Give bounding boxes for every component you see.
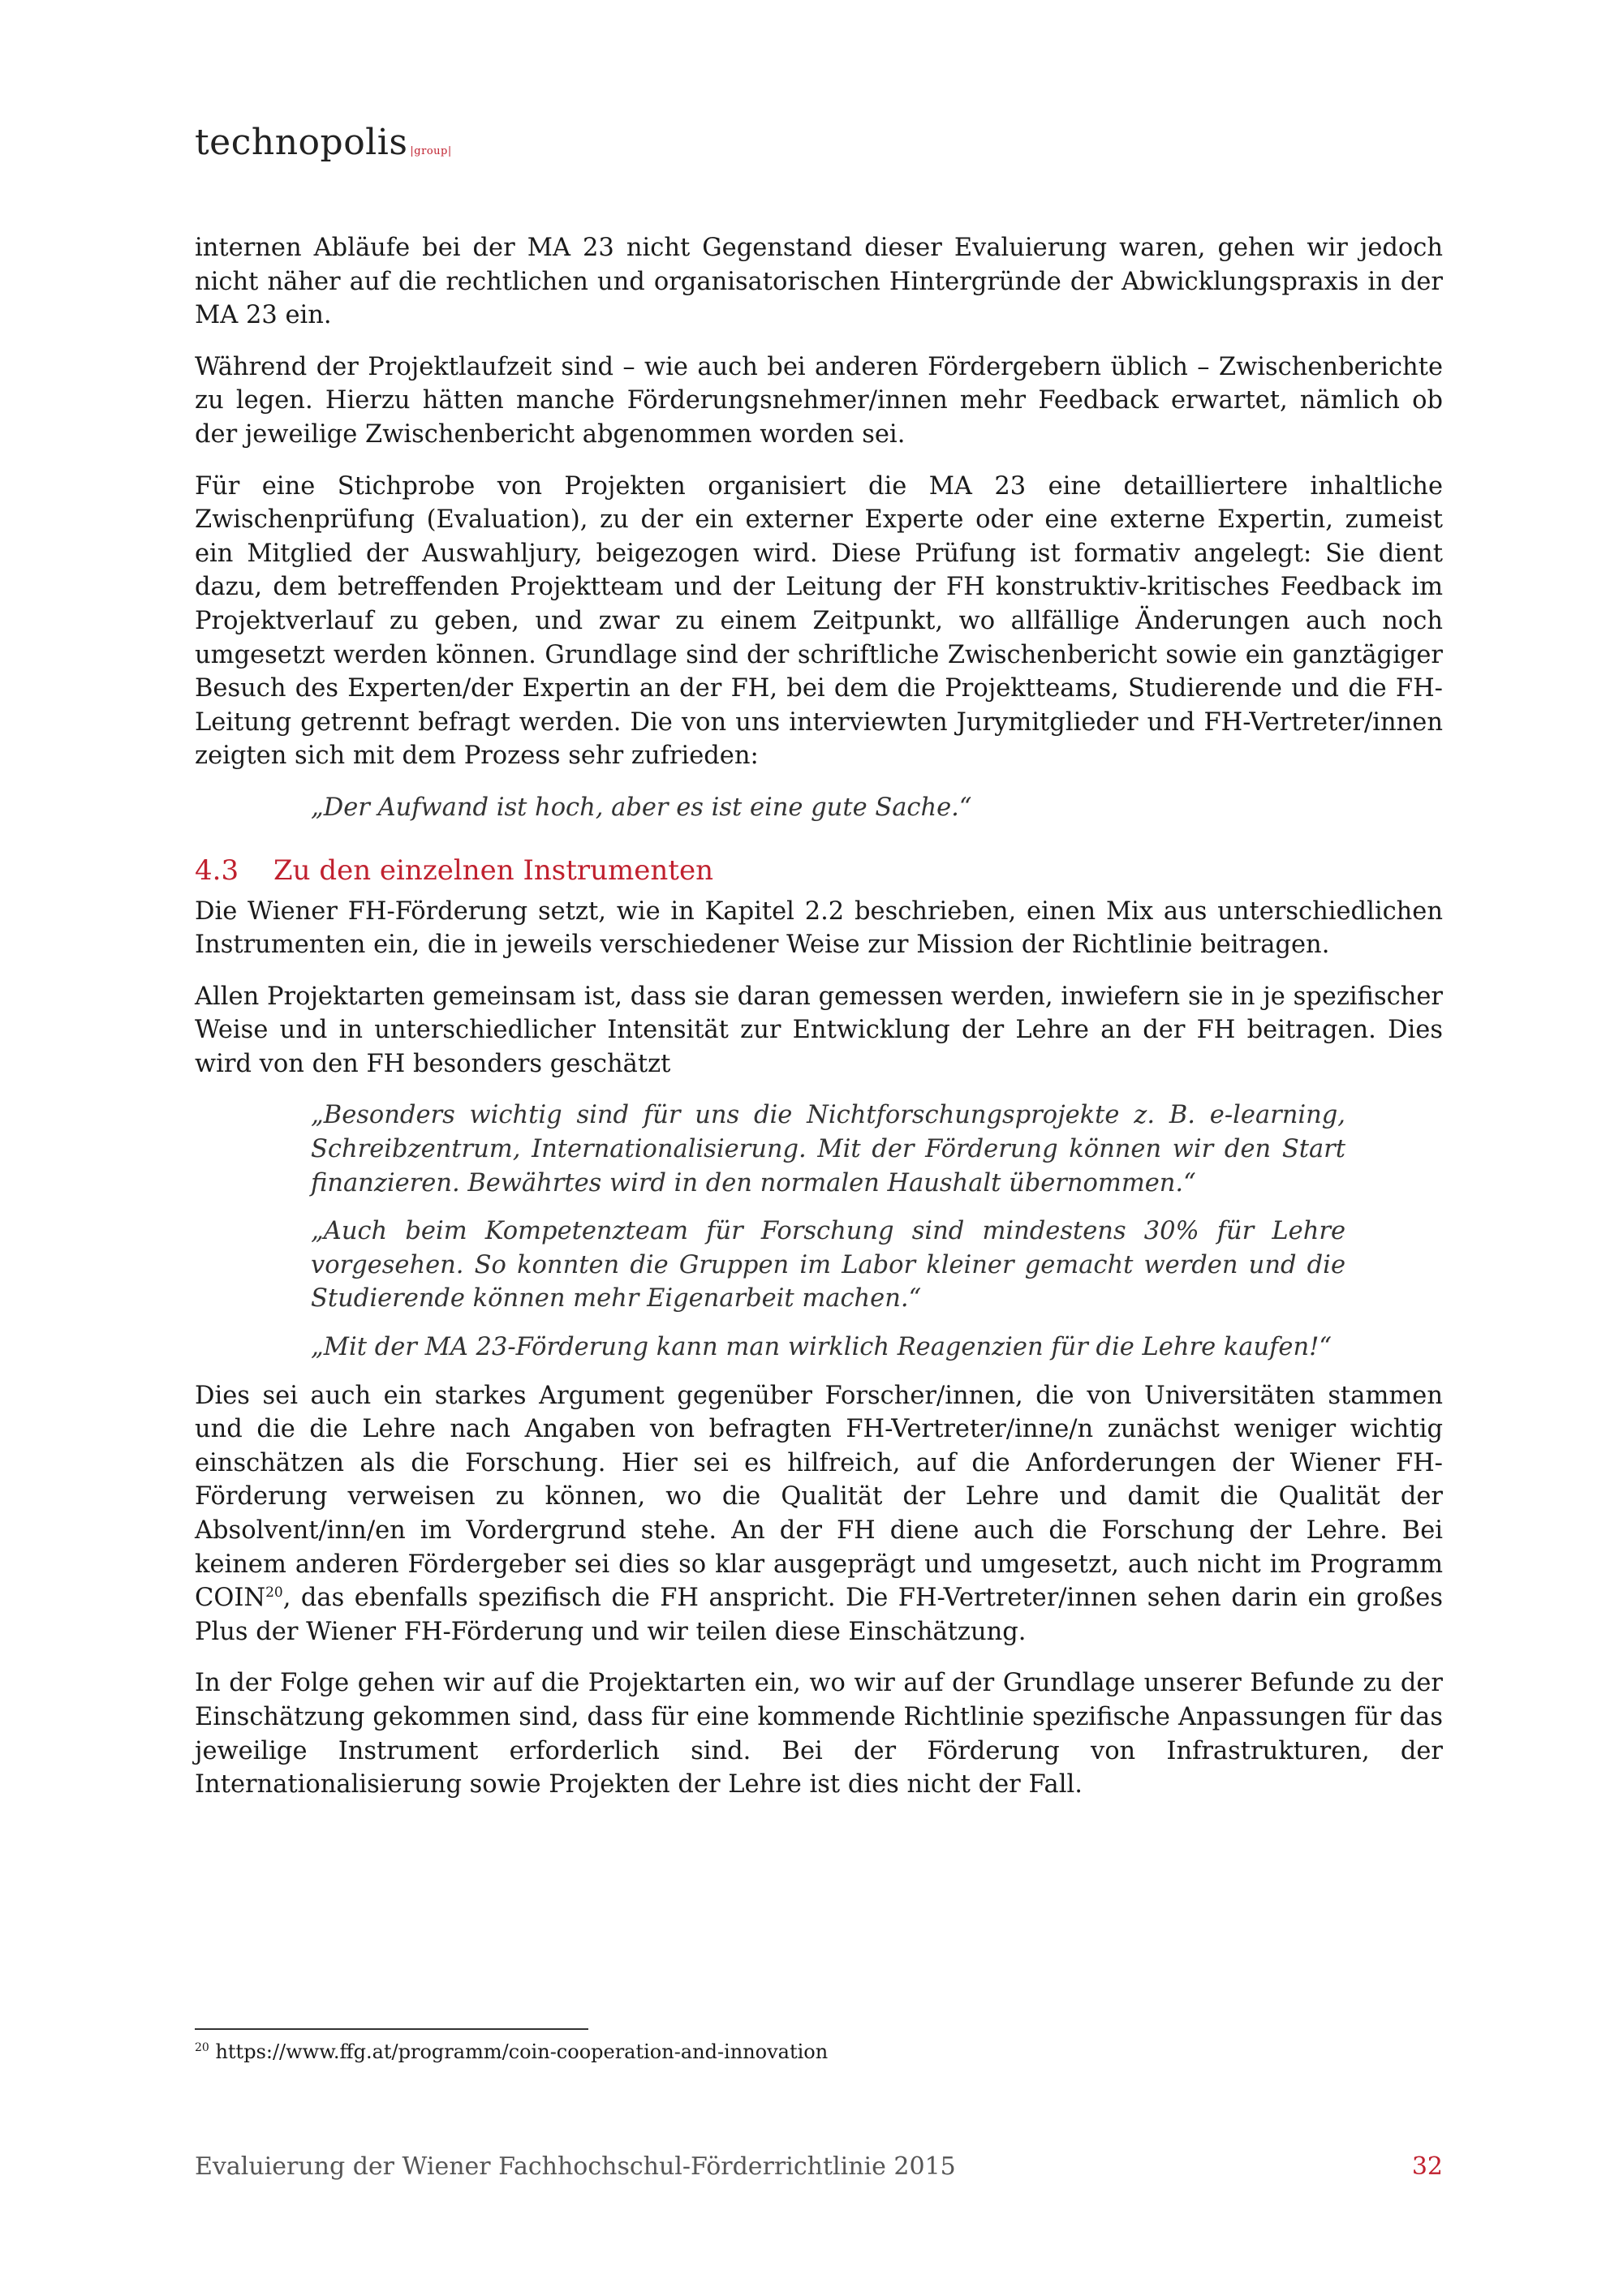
section-title: Zu den einzelnen Instrumenten xyxy=(273,853,713,887)
paragraph: In der Folge gehen wir auf die Projektarten ein, wo wir auf der Grundlage unserer Befunde zu der Einschätzung gekommen sind, dass für eine kommende Richtlinie spezifische Anpassungen für das jeweilige Instrument erforderlich sind. Bei der Förderung von Infrastrukturen, der Internationalisierung sowie Projekten der Lehre ist dies nicht der Fall. xyxy=(195,1669,1443,1799)
section-number: 4.3 xyxy=(195,853,239,887)
page-body xyxy=(195,231,1443,1820)
paragraph xyxy=(195,1379,1443,1649)
paragraph: Für eine Stichprobe von Projekten organisiert die MA 23 eine detailliertere inhaltliche Zwischenprüfung (Evaluation), zu der ein externer Experte oder eine externe Expertin, zumeist ein Mitglied der Auswahljury, beigezogen wird. Diese Prüfung ist formativ angelegt: Sie dient dazu, dem betreffenden Projektteam und der Leitung der FH konstruktiv-kritisches Feedback im Projektverlauf zu geben, und zwar zu einem Zeitpunkt, wo allfällige Änderungen auch noch umgesetzt werden können. Grundlage sind der schriftliche Zwischenbericht sowie ein ganztägiger Besuch des Experten/der Expertin an der FH, bei dem die Projektteams, Studierende und die FH-Leitung getrennt befragt werden. Die von uns interviewten Jurymitglieder und FH-Vertreter/innen zeigten sich mit dem Prozess sehr zufrieden: xyxy=(195,471,1443,771)
block-quote: „Der Aufwand ist hoch, aber es ist eine gute Sache.“ xyxy=(311,793,972,822)
footer-title: Evaluierung der Wiener Fachhochschul-Förderrichtlinie 2015 xyxy=(195,2152,956,2181)
footnote-divider xyxy=(195,2028,588,2030)
paragraph: Die Wiener FH-Förderung setzt, wie in Kapitel 2.2 beschrieben, einen Mix aus unterschiedlichen Instrumenten ein, die in jeweils verschiedener Weise zur Mission der Richtlinie beitragen. xyxy=(195,896,1443,960)
footnote-reference[interactable]: 20 xyxy=(265,1584,283,1602)
page-footer xyxy=(195,2152,1443,2181)
paragraph-text: Dies sei auch ein starkes Argument gegenüber Forscher/innen, die von Universitäten stammen und die die Lehre nach Angaben von befragten FH-Vertreter/inne/n zunächst weniger wichtig einschätzen als die Forschung. Hier sei es hilfreich, auf die Anforderungen der Wiener FH-Förderung verweisen zu können, wo die Qualität der Lehre und damit die Qualität der Absolvent/inn/en im Vordergrund stehe. An der FH diene auch die Forschung der Lehre. Bei keinem anderen Fördergeber sei dies so klar ausgeprägt und umgesetzt, auch nicht im Programm COIN xyxy=(195,1381,1443,1613)
footnote-link[interactable]: https://www.ffg.at/programm/coin-cooperation-and-innovation xyxy=(209,2040,829,2063)
page-number: 32 xyxy=(1411,2152,1443,2181)
paragraph: Allen Projektarten gemeinsam ist, dass sie daran gemessen werden, inwiefern sie in je spezifischer Weise und in unterschiedlicher Intensität zur Entwicklung der Lehre an der FH beitragen. Dies wird von den FH besonders geschätzt xyxy=(195,982,1443,1078)
technopolis-logo xyxy=(195,122,452,163)
logo-suffix: |group| xyxy=(410,145,452,157)
block-quote: „Mit der MA 23-Förderung kann man wirklich Reagenzien für die Lehre kaufen!“ xyxy=(311,1333,1332,1362)
paragraph-text: , das ebenfalls spezifisch die FH anspricht. Die FH-Vertreter/innen sehen darin ein großes Plus der Wiener FH-Förderung und wir teilen diese Einschätzung. xyxy=(195,1584,1443,1646)
paragraph: Während der Projektlaufzeit sind – wie auch bei anderen Fördergebern üblich – Zwischenberichte zu legen. Hierzu hätten manche Förderungsnehmer/innen mehr Feedback erwartet, nämlich ob der jeweilige Zwischenbericht abgenommen worden sei. xyxy=(195,352,1443,449)
section-heading xyxy=(195,853,1443,888)
block-quote: „Besonders wichtig sind für uns die Nichtforschungsprojekte z. B. e-learning, Schreibzentrum, Internationalisierung. Mit der Förderung können wir den Start finanzieren. Bewährtes wird in den normalen Haushalt übernommen.“ xyxy=(311,1101,1345,1197)
footnote xyxy=(195,2040,828,2063)
logo-text: technopolis xyxy=(195,122,408,163)
paragraph: internen Abläufe bei der MA 23 nicht Gegenstand dieser Evaluierung waren, gehen wir jedoch nicht näher auf die rechtlichen und organisatorischen Hintergründe der Abwicklungspraxis in der MA 23 ein. xyxy=(195,234,1443,330)
block-quote: „Auch beim Kompetenzteam für Forschung sind mindestens 30% für Lehre vorgesehen. So konnten die Gruppen im Labor kleiner gemacht werden und die Studierende können mehr Eigenarbeit machen.“ xyxy=(311,1217,1345,1314)
footnote-number: 20 xyxy=(195,2041,209,2054)
